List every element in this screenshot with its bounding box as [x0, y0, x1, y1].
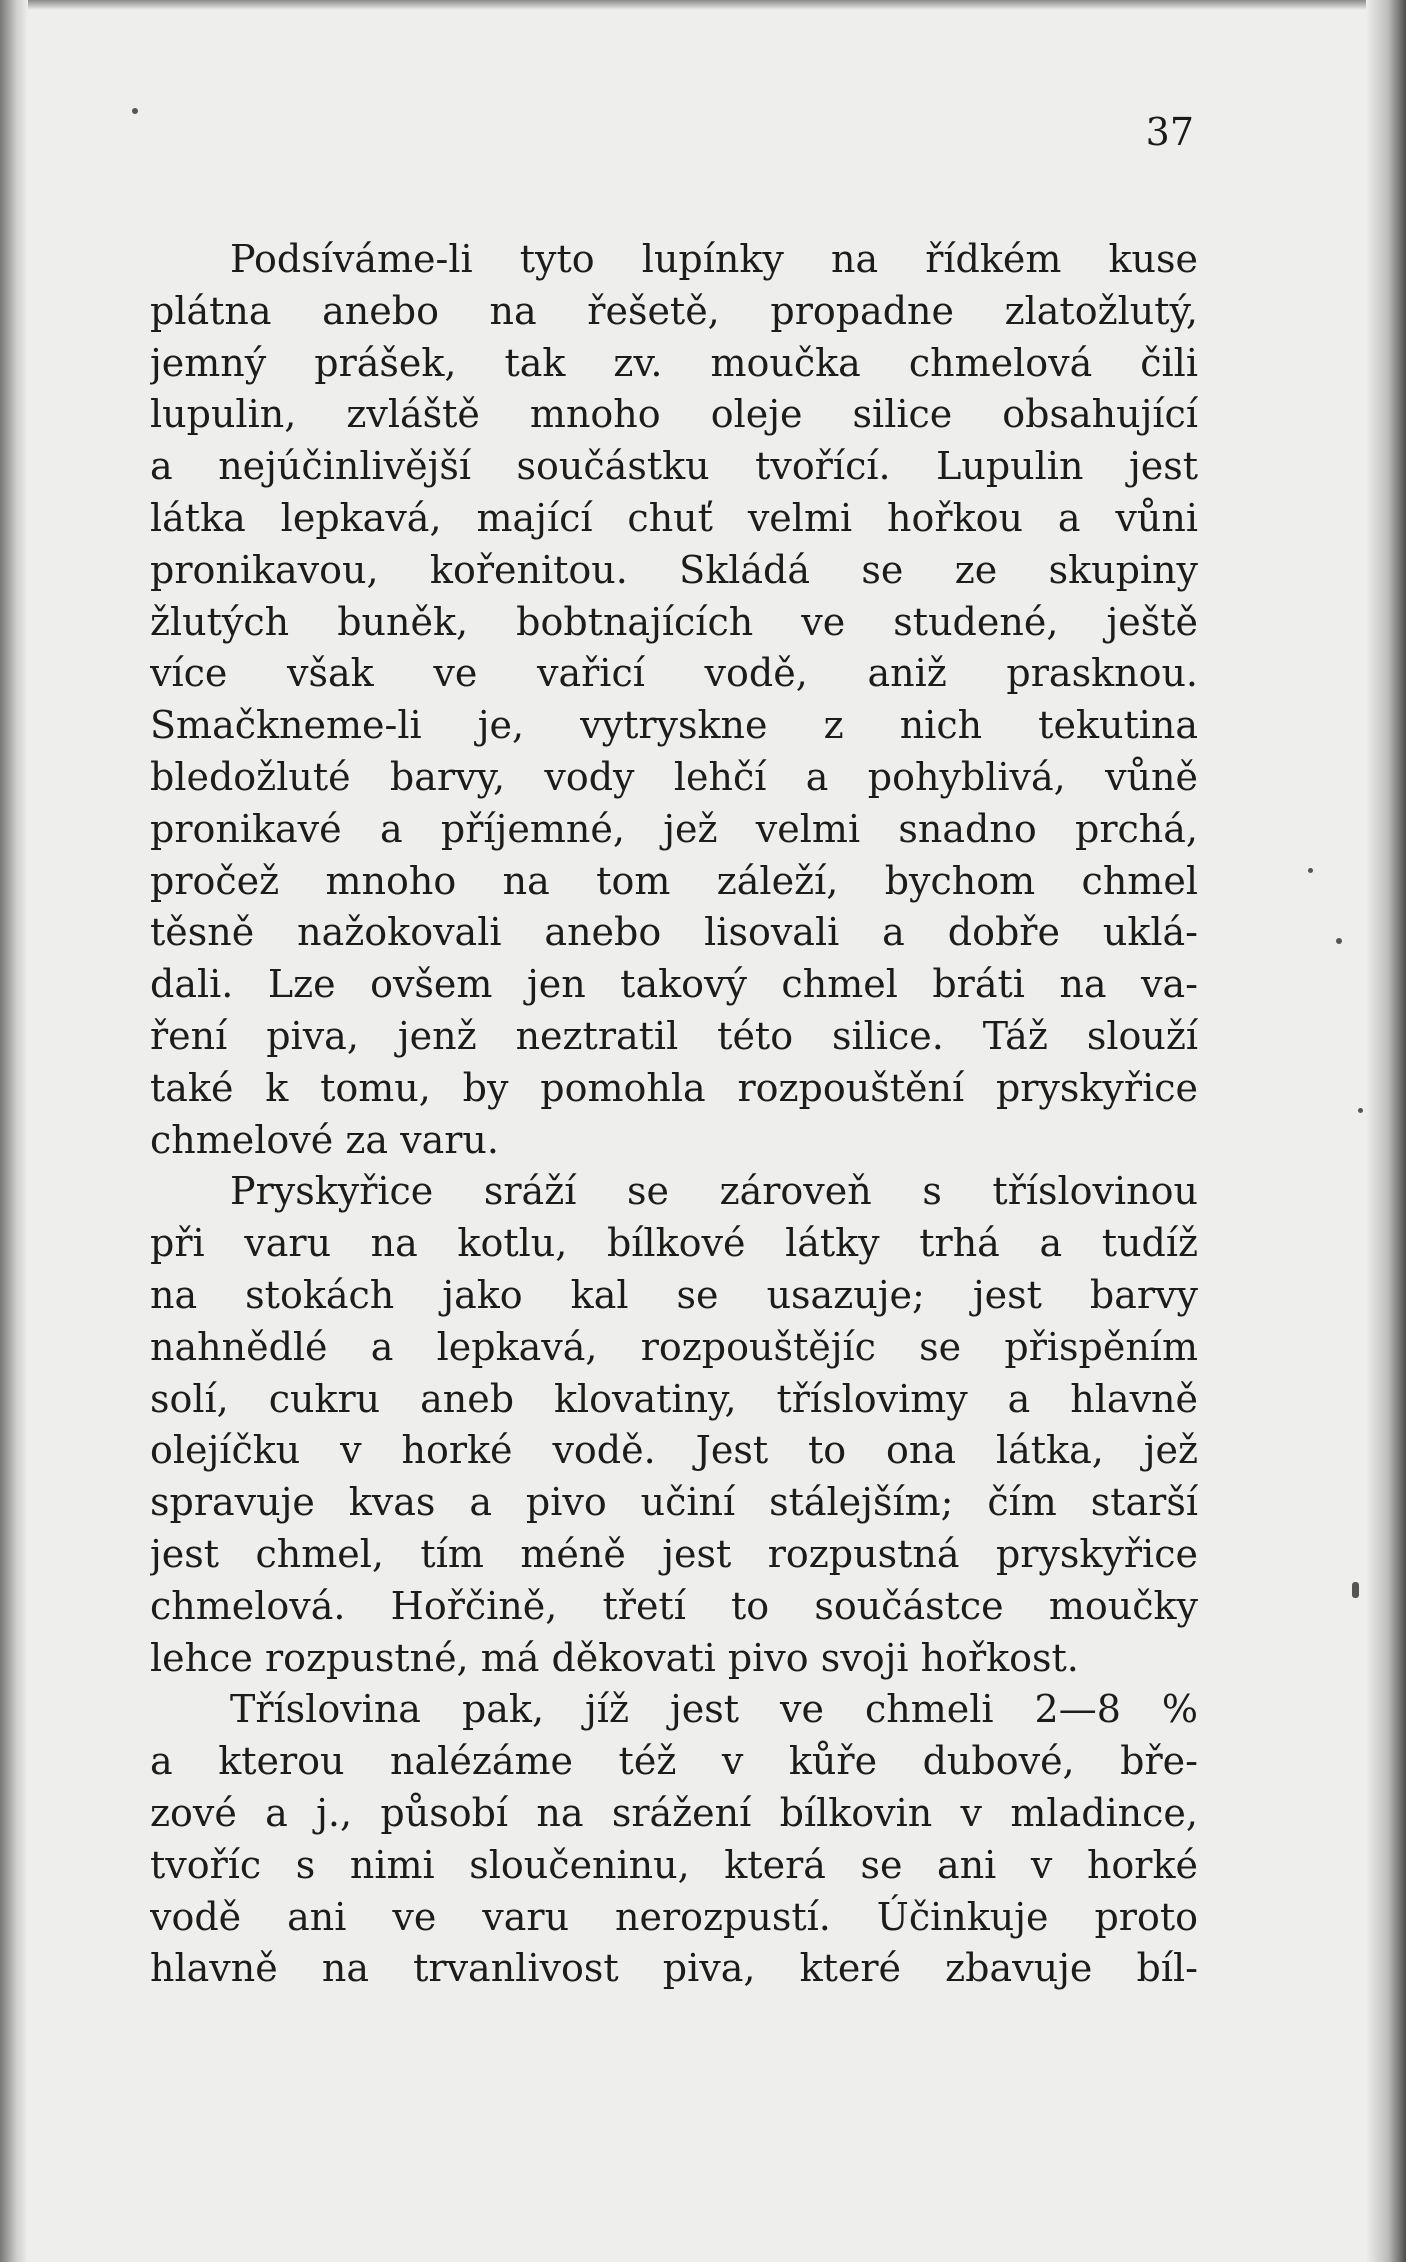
text-line: při varu na kotlu, bílkové látky trhá a tudíž	[150, 1221, 1198, 1266]
page-number: 37	[1145, 110, 1194, 154]
text-line: pronikavou, kořenitou. Skládá se ze skupiny	[150, 547, 1198, 592]
text-line: a kterou nalézáme též v kůře dubové, bře-	[150, 1739, 1198, 1784]
text-line: žlutých buněk, bobtnajících ve studené, ještě	[150, 599, 1198, 644]
text-line: pronikavé a příjemné, jež velmi snadno prchá,	[150, 806, 1198, 851]
text-line: Podsíváme-li tyto lupínky na řídkém kuse	[230, 237, 1198, 281]
text-line: jest chmel, tím méně jest rozpustná pryskyřice	[150, 1531, 1198, 1576]
text-line: vodě ani ve varu nerozpustí. Účinkuje proto	[150, 1894, 1198, 1939]
text-line: nahnědlé a lepkavá, rozpouštějíc se přispěním	[150, 1324, 1198, 1369]
text-line: těsně nažokovali anebo lisovali a dobře uklá-	[150, 910, 1198, 955]
paper-speck	[1336, 938, 1342, 944]
text-line: lehce rozpustné, má děkovati pivo svoji hořkost.	[150, 1635, 1079, 1680]
paper-speck	[132, 108, 138, 114]
text-line: na stokách jako kal se usazuje; jest barvy	[150, 1272, 1198, 1317]
text-line: pročež mnoho na tom záleží, bychom chmel	[150, 858, 1198, 903]
page-left-shadow	[0, 0, 28, 2262]
text-line: ření piva, jenž neztratil této silice. Táž slouží	[150, 1013, 1198, 1058]
text-line: a nejúčinlivější součástku tvořící. Lupulin jest	[150, 444, 1198, 489]
page-top-shadow	[0, 0, 1406, 10]
text-line: dali. Lze ovšem jen takový chmel bráti na va-	[150, 962, 1198, 1007]
text-line: tvoříc s nimi sloučeninu, která se ani v horké	[150, 1842, 1198, 1887]
page-right-shadow	[1366, 0, 1406, 2262]
paper-speck	[1352, 1582, 1359, 1598]
text-line: Tříslovina pak, jíž jest ve chmeli 2—8 %	[230, 1687, 1198, 1732]
text-line: více však ve vařicí vodě, aniž prasknou.	[150, 651, 1198, 696]
text-line: chmelová. Hořčině, třetí to součástce moučky	[150, 1583, 1198, 1628]
text-line: spravuje kvas a pivo učiní stálejším; čím starší	[150, 1480, 1198, 1525]
text-line: bledožluté barvy, vody lehčí a pohyblivá, vůně	[150, 754, 1198, 799]
text-line: solí, cukru aneb klovatiny, tříslovimy a hlavně	[150, 1376, 1198, 1421]
text-line: olejíčku v horké vodě. Jest to ona látka, jež	[150, 1428, 1198, 1473]
text-line: lupulin, zvláště mnoho oleje silice obsahující	[150, 392, 1198, 437]
text-line: plátna anebo na řešetě, propadne zlatožlutý,	[150, 288, 1198, 333]
paper-speck	[1358, 1108, 1363, 1113]
text-line: jemný prášek, tak zv. moučka chmelová čili	[150, 340, 1198, 385]
paper-speck	[1308, 868, 1313, 873]
text-line: Pryskyřice sráží se zároveň s tříslovinou	[230, 1169, 1198, 1214]
text-line: Smačkneme-li je, vytryskne z nich tekutina	[150, 703, 1198, 748]
text-line: zové a j., působí na srážení bílkovin v mladince,	[150, 1790, 1198, 1835]
body-text	[150, 234, 1198, 1995]
text-line: hlavně na trvanlivost piva, které zbavuje bíl-	[150, 1946, 1198, 1991]
text-line: také k tomu, by pomohla rozpouštění pryskyřice	[150, 1065, 1198, 1110]
text-line: látka lepkavá, mající chuť velmi hořkou a vůni	[150, 495, 1198, 540]
text-line: chmelové za varu.	[150, 1117, 499, 1162]
